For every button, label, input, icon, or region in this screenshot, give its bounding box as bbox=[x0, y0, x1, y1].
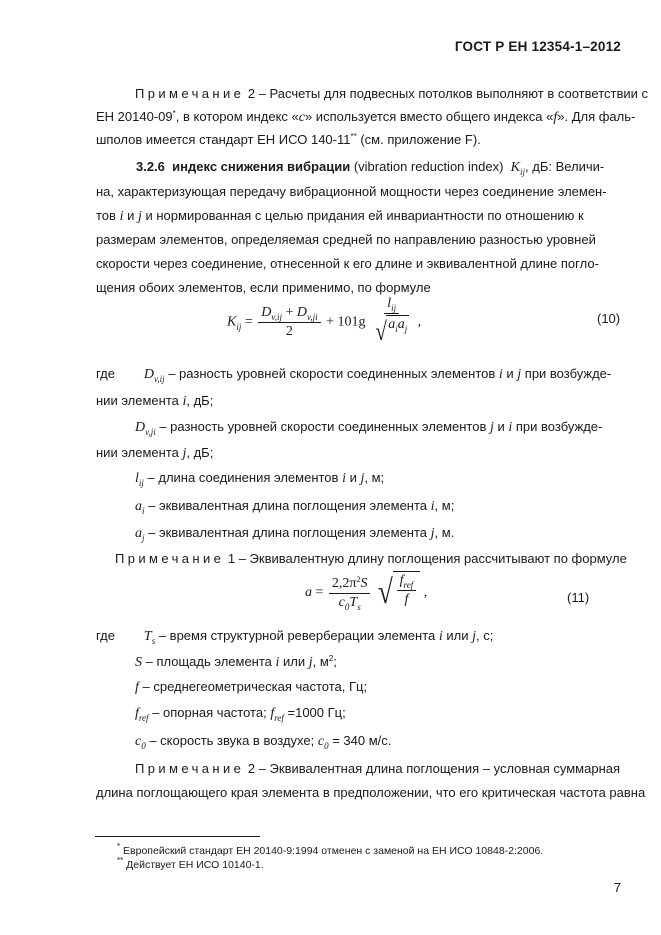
formula-11: a = $\frac{2,2\pi^2S}{c_0T_s}$ √ $\frac{f_{ref}}{f}$ , bbox=[305, 571, 427, 615]
page-number: 7 bbox=[613, 880, 621, 895]
section-term: индекс снижения вибрации bbox=[172, 159, 351, 174]
note-2-top-line-1: Примечание 2 – Расчеты для подвесных потолков выполняют в соответствии с bbox=[135, 86, 648, 101]
footnote-2: ** Действует ЕН ИСО 10140-1. bbox=[117, 856, 264, 871]
section-line-3: тов i и j и нормированная с целью придания ей инвариантности по отношению к bbox=[96, 208, 584, 224]
footnote-divider bbox=[95, 836, 260, 837]
section-heading-line: 3.2.6 индекс снижения вибрации (vibration reduction index) $K_{ij}$, дБ: Величи- bbox=[136, 159, 605, 177]
section-line-4: размерам элементов, определяемая средней по направлению разностью уровней bbox=[96, 232, 596, 247]
formula-10: $K_{ij}$ = $\frac{D_{v,ij} + D_{v,ji}}{2}$ + 101g $l_{ij}$ √ $a_ia_j$ , bbox=[227, 296, 421, 349]
where-d-vij-line-1: где $D_{v,ij}$ – разность уровней скорости соединенных элементов i и j при возбужде- bbox=[96, 366, 612, 384]
where-l-ij: $l_{ij}$ – длина соединения элементов i и j, м; bbox=[135, 470, 385, 488]
fraction-a: $\frac{2,2\pi^2S}{c_0T_s}$ bbox=[329, 576, 371, 611]
where-a-j: $a_j$ – эквивалентная длина поглощения элемента j, м. bbox=[135, 525, 455, 543]
note-label: Примечание bbox=[115, 551, 225, 566]
sqrt-freq-ratio: √ $\frac{f_{ref}}{f}$ bbox=[376, 571, 420, 615]
where-t-s: где $T_s$ – время структурной реверберации элемента i или j, с; bbox=[96, 628, 494, 646]
footnote-1: * Европейский стандарт ЕН 20140-9:1994 отменен с заменой на ЕН ИСО 10848-2:2006. bbox=[117, 842, 544, 857]
section-number: 3.2.6 bbox=[136, 159, 165, 174]
where-d-vij-line-2: нии элемента i, дБ; bbox=[96, 393, 214, 409]
where-d-vji-line-1: $D_{v,ji}$ – разность уровней скорости соединенных элементов j и i при возбужде- bbox=[135, 419, 603, 437]
fraction-l: $l_{ij}$ √ $a_ia_j$ bbox=[371, 296, 412, 349]
section-line-5: скорости через соединение, отнесенной к его длине и эквивалентной длине погло- bbox=[96, 256, 599, 271]
note-label: Примечание bbox=[135, 86, 245, 101]
note-2-top-line-2: ЕН 20140-09*, в котором индекс «c» используется вместо общего индекса «f». Для фаль- bbox=[96, 109, 636, 125]
equation-number-10: (10) bbox=[597, 311, 621, 326]
note-2-bottom-line-1: Примечание 2 – Эквивалентная длина поглощения – условная суммарная bbox=[135, 761, 621, 776]
fraction-d: $\frac{D_{v,ij} + D_{v,ji}}{2}$ bbox=[258, 305, 320, 340]
note-1: Примечание 1 – Эквивалентную длину поглощения рассчитывают по формуле bbox=[115, 551, 627, 566]
note-2-bottom-line-2: длина поглощающего края элемента в предположении, что его критическая частота равна bbox=[96, 785, 646, 800]
equation-number-11: (11) bbox=[567, 590, 590, 605]
where-f: f – среднегеометрическая частота, Гц; bbox=[135, 679, 368, 695]
where-a-i: $a_i$ – эквивалентная длина поглощения элемента i, м; bbox=[135, 498, 455, 516]
where-f-ref: $f_{ref}$ – опорная частота; $f_{ref} =1000$ Гц; bbox=[135, 705, 346, 723]
section-line-6: щения обоих элементов, если применимо, по формуле bbox=[96, 280, 431, 295]
note-2-top-line-3: шполов имеется стандарт ЕН ИСО 140-11** (см. приложение F). bbox=[96, 132, 481, 147]
where-c0: $c_0$ – скорость звука в воздухе; $c_0 = 340$ м/с. bbox=[135, 733, 392, 751]
where-s: S – площадь элемента i или j, $м^2$; bbox=[135, 654, 337, 670]
section-line-2: на, характеризующая передачу вибрационной мощности через соединение элемен- bbox=[96, 184, 607, 199]
standard-header: ГОСТ Р ЕН 12354-1–2012 bbox=[454, 39, 621, 54]
note-label: Примечание bbox=[135, 761, 245, 776]
where-d-vji-line-2: нии элемента j, дБ; bbox=[96, 445, 214, 461]
